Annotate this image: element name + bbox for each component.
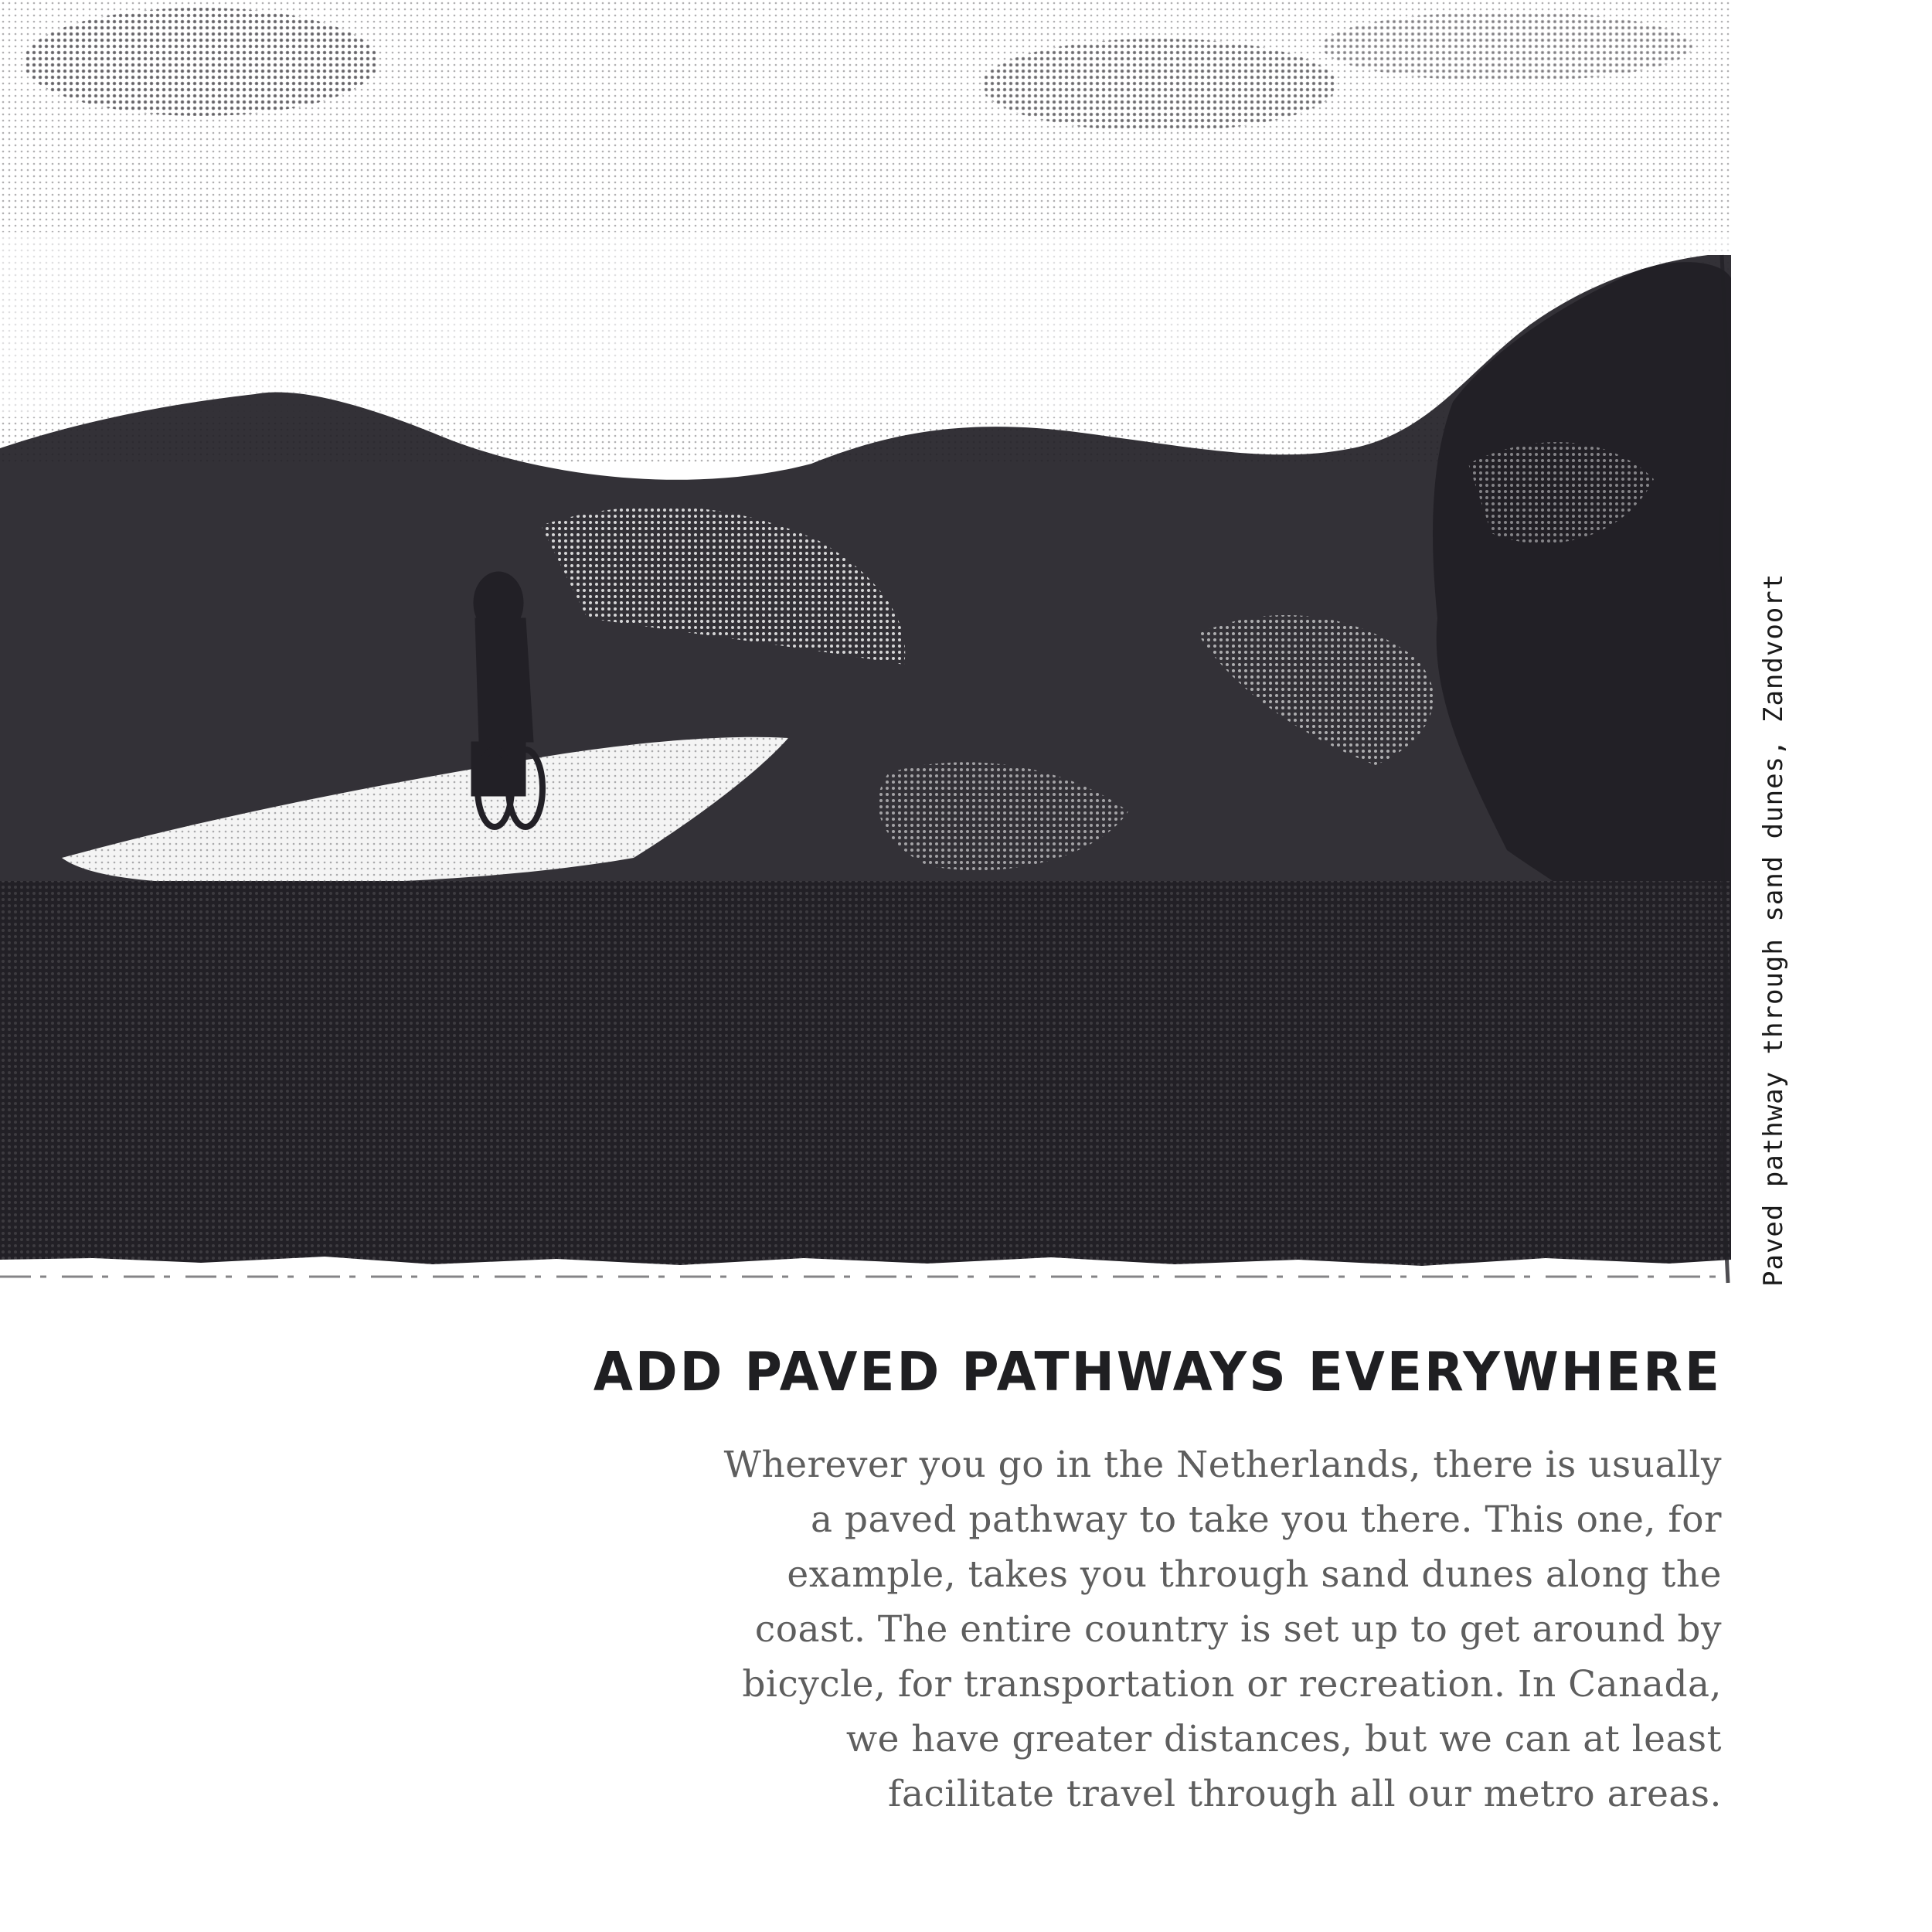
body-line: facilitate travel through all our metro areas. bbox=[888, 1773, 1722, 1815]
article-heading: ADD PAVED PATHWAYS EVERYWHERE bbox=[593, 1341, 1722, 1403]
body-line: a paved pathway to take you there. This one, for bbox=[810, 1498, 1722, 1541]
body-line: Wherever you go in the Netherlands, there is usually bbox=[723, 1444, 1722, 1486]
body-line: bicycle, for transportation or recreation. In Canada, bbox=[742, 1663, 1722, 1706]
cloud bbox=[1321, 12, 1692, 81]
article-body bbox=[516, 1437, 1722, 1821]
body-line: example, takes you through sand dunes along the bbox=[787, 1553, 1722, 1596]
body-line: coast. The entire country is set up to get around by bbox=[754, 1608, 1722, 1651]
photo-caption: Paved pathway through sand dunes, Zandvoort bbox=[1758, 573, 1789, 1287]
cloud bbox=[23, 8, 379, 116]
cloud bbox=[981, 39, 1337, 131]
body-line: we have greater distances, but we can at least bbox=[845, 1718, 1722, 1760]
